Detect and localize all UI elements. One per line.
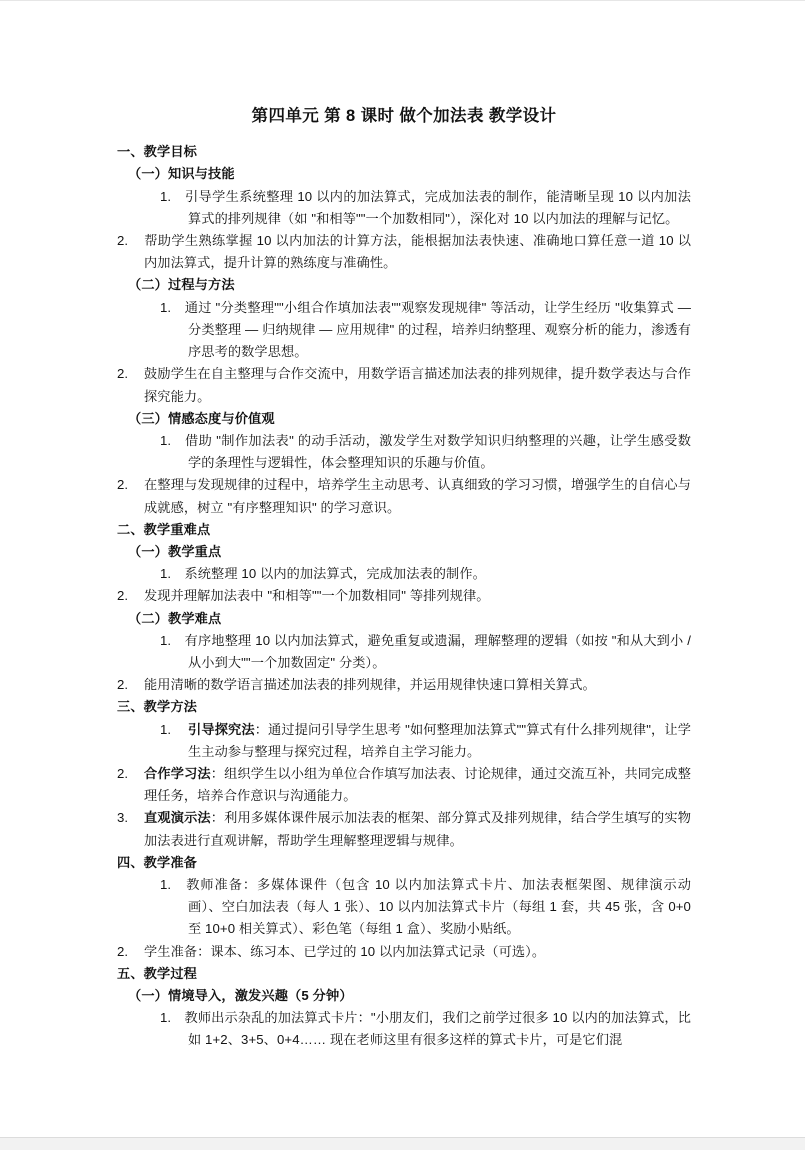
list-item	[117, 363, 691, 407]
list-marker: 2.	[117, 943, 129, 959]
heading-teaching-process: 五、教学过程	[117, 965, 198, 981]
list-item: 1. 借助 "制作加法表" 的动手活动，激发学生对数学知识归纳整理的兴趣，让学生感受数学的条理性与逻辑性，体会整理知识的乐趣与价值。	[160, 432, 691, 471]
list-item: 1. 有序地整理 10 以内加法算式，避免重复或遗漏，理解整理的逻辑（如按 "和从大到小 / 从小到大""一个加数固定" 分类）。	[160, 632, 691, 670]
page-title: 第四单元 第 8 课时 做个加法表 教学设计	[251, 107, 557, 125]
heading-difficult-points: （二）教学难点	[128, 610, 222, 626]
method-label: 合作学习法	[144, 765, 211, 781]
list-marker: 2.	[117, 677, 129, 693]
list-item	[117, 941, 691, 963]
list-item-text: 学生准备：课本、练习本、已学过的 10 以内加法算式记录（可选）。	[144, 943, 546, 959]
heading-key-difficult-points: 二、教学重难点	[117, 521, 211, 537]
list-item	[117, 230, 691, 274]
heading-teaching-methods: 三、教学方法	[117, 699, 198, 715]
method-label: 引导探究法	[188, 721, 255, 737]
list-item-text: ：组织学生以小组为单位合作填写加法表、讨论规律，通过交流互补，共同完成整理任务，培养合作意识与沟通能力。	[144, 765, 691, 804]
list-item	[117, 807, 691, 851]
list-item	[117, 763, 691, 807]
document-content	[117, 105, 691, 1052]
list-item	[117, 674, 691, 696]
list-item-text: ：利用多媒体课件展示加法表的框架、部分算式及排列规律，结合学生填写的实物加法表进行直观讲解，帮助学生理解整理逻辑与规律。	[144, 810, 691, 848]
list-item: 1. 引导学生系统整理 10 以内的加法算式，完成加法表的制作，能清晰呈现 10 以内加法算式的排列规律（如 "和相等""一个加数相同"），深化对 10 以内加法的理解与记忆。	[160, 188, 691, 226]
method-label: 直观演示法	[144, 810, 211, 826]
heading-emotion-attitude-values: （三）情感态度与价值观	[128, 410, 275, 426]
list-marker: 2.	[117, 588, 129, 604]
list-marker: 2.	[117, 366, 129, 382]
heading-key-points: （一）教学重点	[128, 543, 222, 559]
list-marker: 2.	[117, 233, 129, 249]
list-item-text: 能用清晰的数学语言描述加法表的排列规律，并运用规律快速口算相关算式。	[144, 677, 596, 693]
heading-teaching-objectives: 一、教学目标	[117, 144, 198, 160]
heading-knowledge-skills: （一）知识与技能	[128, 166, 235, 182]
list-item-text: ：通过提问引导学生思考 "如何整理加法算式""算式有什么排列规律"，让学生主动参与整理与探究过程，培养自主学习能力。	[188, 721, 691, 759]
list-item-text: 帮助学生熟练掌握 10 以内加法的计算方法，能根据加法表快速、准确地口算任意一道 10 以内加法算式，提升计算的熟练度与准确性。	[144, 233, 691, 271]
heading-situation-intro: （一）情境导入，激发兴趣（5 分钟）	[128, 987, 353, 1003]
list-item	[160, 719, 691, 763]
list-marker: 2.	[117, 765, 129, 781]
list-item	[117, 474, 691, 518]
list-marker: 2.	[117, 477, 129, 493]
list-item: 1. 系统整理 10 以内的加法算式，完成加法表的制作。	[160, 566, 486, 582]
list-marker: 3.	[117, 810, 129, 826]
list-item-text: 鼓励学生在自主整理与合作交流中，用数学语言描述加法表的排列规律，提升数学表达与合作探究能力。	[144, 366, 691, 404]
list-item: 1. 教师出示杂乱的加法算式卡片："小朋友们，我们之前学过很多 10 以内的加法算式，比如 1+2、3+5、0+4…… 现在老师这里有很多这样的算式卡片，可是它们混	[160, 1010, 691, 1048]
list-marker: 1.	[160, 721, 172, 737]
list-item-text: 发现并理解加法表中 "和相等""一个加数相同" 等排列规律。	[144, 588, 490, 604]
list-item: 1. 通过 "分类整理""小组合作填加法表""观察发现规律" 等活动，让学生经历 "收集算式 — 分类整理 — 归纳规律 — 应用规律" 的过程，培养归纳整理、观察分析的能力，渗透有序思考的数学思想。	[160, 299, 691, 360]
heading-teaching-preparation: 四、教学准备	[117, 854, 198, 870]
list-item-text: 在整理与发现规律的过程中，培养学生主动思考、认真细致的学习习惯，增强学生的自信心与成就感，树立 "有序整理知识" 的学习意识。	[144, 477, 691, 515]
list-item	[117, 585, 691, 607]
list-item: 1. 教师准备：多媒体课件（包含 10 以内加法算式卡片、加法表框架图、规律演示动画）、空白加法表（每人 1 张）、10 以内加法算式卡片（每组 1 套，共 45 张，含 0+0 至 10+0 相关算式）、彩色笔（每组 1 盒）、奖励小贴纸。	[160, 876, 691, 937]
heading-process-methods: （二）过程与方法	[128, 277, 235, 293]
